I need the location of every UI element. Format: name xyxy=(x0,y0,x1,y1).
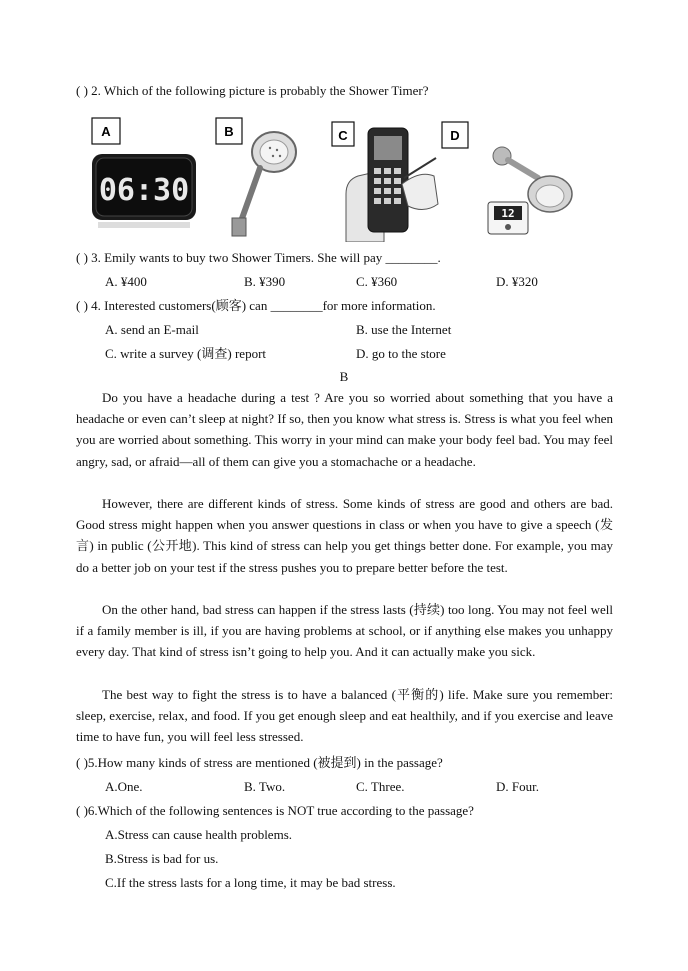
q5-option-b: B. Two. xyxy=(244,779,286,794)
passage-paragraph-3: On the other hand, bad stress can happen if the stress lasts (持续) too long. You may not feel well if a family member is ill, if you are having problems at school, or if anything else makes you unhappy every day. That kind of stress isn’t going to help you. And it can actually make you sick. xyxy=(76,602,613,660)
q6-option-c: C.If the stress lasts for a long time, it may be bad stress. xyxy=(105,875,396,890)
q6-stem: ( )6.Which of the following sentences is NOT true according to the passage? xyxy=(76,803,474,818)
q5-stem: ( )5.How many kinds of stress are mentioned (被提到) in the passage? xyxy=(76,755,443,770)
q6-option-b: B.Stress is bad for us. xyxy=(105,851,219,866)
q5-option-d: D. Four. xyxy=(496,779,539,794)
q3-option-b: B. ¥390 xyxy=(244,274,286,289)
q5-option-c: C. Three. xyxy=(356,779,405,794)
timer-display: 12 xyxy=(501,207,515,220)
passage-paragraph-2: However, there are different kinds of stress. Some kinds of stress are good and others are bad. Good stress might happen when you answer questions in class or when you have to give a speech (发言) in public (公开地). This kind of stress can help you get things better done. For example, you may do a better job on your test if the stress pushes you to prepare better before the test. xyxy=(76,496,614,575)
label-c: C xyxy=(338,128,348,143)
q4-option-d: D. go to the store xyxy=(356,346,446,361)
passage-paragraph-1: Do you have a headache during a test ? Are you so worried about something that you have a headache or even can’t sleep at night? If so, then you know what stress is. Stress is what you feel when you are worried about something. This worry in your mind can make your body feel bad. You may feel angry, sad, or afraid—all of them can give you a stomachache or a headache. xyxy=(76,390,613,469)
passage-paragraph-4: The best way to fight the stress is to have a balanced (平衡的) life. Make sure you remember: sleep, exercise, relax, and food. If you get enough sleep and eat healthily, and if you exercise and leave time to have fun, you will feel less stressed. xyxy=(76,687,613,745)
q3-option-c: C. ¥360 xyxy=(356,274,398,289)
q3-option-a: A. ¥400 xyxy=(105,274,147,289)
q5-option-a: A.One. xyxy=(105,779,143,794)
section-heading-b: B xyxy=(339,369,349,384)
picture-b-shower-head xyxy=(216,118,296,236)
label-a: A xyxy=(101,124,111,139)
q4-option-b: B. use the Internet xyxy=(356,322,452,337)
label-d: D xyxy=(450,128,460,143)
q4-stem: ( ) 4. Interested customers(顾客) can ________for more information. xyxy=(76,298,436,313)
q4-option-c: C. write a survey (调查) report xyxy=(105,346,267,361)
picture-d-shower-timer xyxy=(442,122,572,234)
q2-picture-strip xyxy=(84,114,596,242)
picture-c-payment-terminal xyxy=(332,122,438,242)
clock-display: 06:30 xyxy=(98,173,190,208)
q3-option-d: D. ¥320 xyxy=(496,274,538,289)
label-b: B xyxy=(224,124,234,139)
picture-a-alarm-clock xyxy=(92,118,196,228)
q2-stem: ( ) 2. Which of the following picture is probably the Shower Timer? xyxy=(76,83,429,98)
q6-option-a: A.Stress can cause health problems. xyxy=(105,827,293,842)
q4-option-a: A. send an E-mail xyxy=(105,322,199,337)
q3-stem: ( ) 3. Emily wants to buy two Shower Timers. She will pay ________. xyxy=(76,250,441,265)
